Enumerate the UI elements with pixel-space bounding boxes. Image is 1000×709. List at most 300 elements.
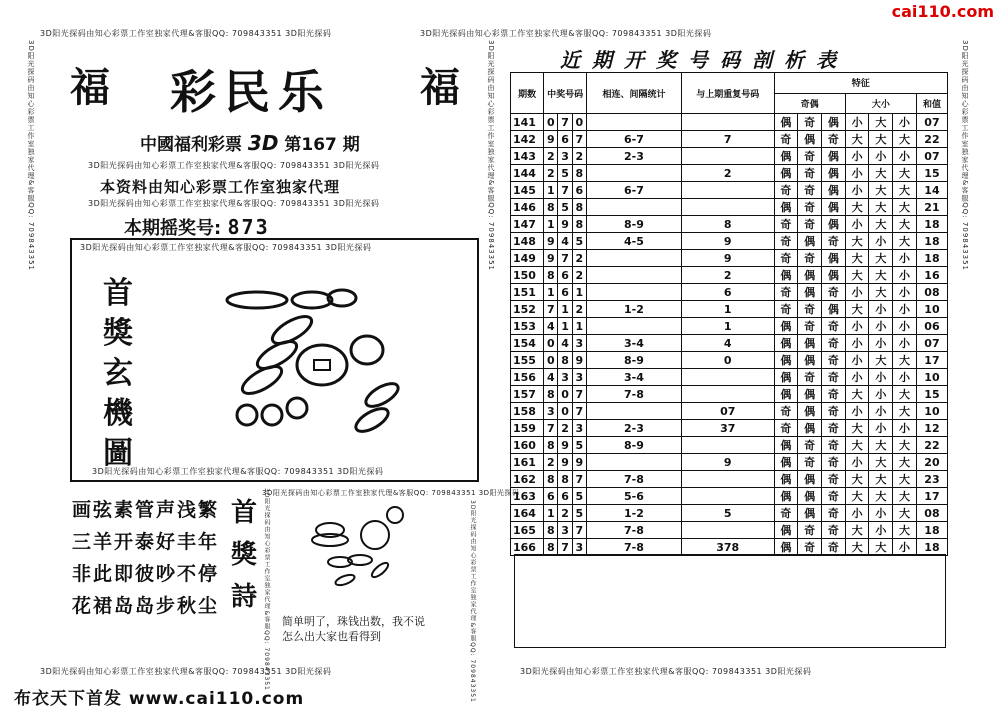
poem-title-char: 詩 bbox=[230, 582, 257, 612]
cell-odd-even: 奇 bbox=[774, 233, 798, 250]
cell-odd-even: 偶 bbox=[774, 318, 798, 335]
cell-sum: 10 bbox=[916, 403, 947, 420]
cell-digit: 9 bbox=[572, 352, 586, 369]
cell-odd-even: 奇 bbox=[774, 301, 798, 318]
poem-note bbox=[282, 614, 425, 644]
cell-digit: 8 bbox=[544, 386, 558, 403]
cell-big-small: 小 bbox=[869, 233, 893, 250]
cell-repeat: 8 bbox=[681, 216, 774, 233]
cell-big-small: 大 bbox=[869, 131, 893, 148]
cell-big-small: 大 bbox=[869, 216, 893, 233]
watermark-top-right: 3D阳光探码由知心彩票工作室独家代理&客服QQ: 709843351 3D阳光探码 bbox=[420, 29, 712, 38]
cell-digit: 3 bbox=[558, 522, 572, 539]
cell-sum: 22 bbox=[916, 131, 947, 148]
cell-digit: 7 bbox=[558, 539, 572, 556]
cell-gap: 6-7 bbox=[586, 182, 681, 199]
cell-period: 159 bbox=[511, 420, 544, 437]
cell-odd-even: 奇 bbox=[798, 182, 822, 199]
xuanji-drawing bbox=[222, 280, 422, 450]
cell-digit: 3 bbox=[558, 369, 572, 386]
cell-digit: 3 bbox=[572, 539, 586, 556]
cell-odd-even: 奇 bbox=[821, 131, 845, 148]
cell-odd-even: 奇 bbox=[774, 131, 798, 148]
cell-odd-even: 偶 bbox=[821, 267, 845, 284]
cell-odd-even: 偶 bbox=[821, 216, 845, 233]
cell-odd-even: 偶 bbox=[798, 233, 822, 250]
table-row bbox=[511, 488, 948, 505]
xuanji-title bbox=[98, 274, 138, 474]
cell-sum: 06 bbox=[916, 318, 947, 335]
xuanji-title-char: 機 bbox=[103, 396, 133, 431]
cell-odd-even: 奇 bbox=[821, 539, 845, 556]
cell-odd-even: 偶 bbox=[774, 488, 798, 505]
cell-digit: 8 bbox=[558, 471, 572, 488]
stats-table bbox=[510, 72, 948, 556]
cell-digit: 7 bbox=[572, 131, 586, 148]
cell-odd-even: 偶 bbox=[774, 114, 798, 131]
cell-big-small: 小 bbox=[845, 454, 869, 471]
cell-big-small: 大 bbox=[869, 165, 893, 182]
cell-period: 146 bbox=[511, 199, 544, 216]
cell-big-small: 小 bbox=[845, 505, 869, 522]
cell-period: 144 bbox=[511, 165, 544, 182]
cell-big-small: 小 bbox=[893, 420, 917, 437]
cell-odd-even: 奇 bbox=[821, 335, 845, 352]
cell-odd-even: 奇 bbox=[821, 284, 845, 301]
table-row bbox=[511, 318, 948, 335]
footer-text[interactable]: 布衣天下首发 www.cai110.com bbox=[14, 689, 305, 709]
cell-big-small: 大 bbox=[869, 114, 893, 131]
cell-odd-even: 奇 bbox=[821, 437, 845, 454]
cell-big-small: 大 bbox=[893, 216, 917, 233]
table-row bbox=[511, 420, 948, 437]
issue-prefix: 中國福利彩票 bbox=[140, 135, 242, 155]
cell-odd-even: 偶 bbox=[821, 199, 845, 216]
cell-odd-even: 偶 bbox=[774, 437, 798, 454]
watermark-box-top: 3D阳光探码由知心彩票工作室独家代理&客服QQ: 709843351 3D阳光探码 bbox=[80, 243, 372, 252]
cell-big-small: 小 bbox=[893, 369, 917, 386]
cell-odd-even: 奇 bbox=[798, 522, 822, 539]
cell-big-small: 大 bbox=[869, 284, 893, 301]
cell-big-small: 大 bbox=[845, 471, 869, 488]
cell-sum: 17 bbox=[916, 488, 947, 505]
cell-digit: 8 bbox=[572, 199, 586, 216]
cell-big-small: 小 bbox=[893, 114, 917, 131]
xuanji-title-char: 圖 bbox=[103, 436, 133, 471]
cell-sum: 08 bbox=[916, 505, 947, 522]
cell-digit: 3 bbox=[558, 148, 572, 165]
cell-odd-even: 偶 bbox=[821, 182, 845, 199]
cell-digit: 7 bbox=[558, 182, 572, 199]
cell-big-small: 大 bbox=[893, 182, 917, 199]
draw-line bbox=[124, 214, 270, 240]
cell-odd-even: 奇 bbox=[798, 216, 822, 233]
cell-odd-even: 偶 bbox=[774, 267, 798, 284]
cell-digit: 5 bbox=[572, 505, 586, 522]
cell-gap: 8-9 bbox=[586, 437, 681, 454]
cell-digit: 2 bbox=[572, 267, 586, 284]
cell-period: 156 bbox=[511, 369, 544, 386]
cell-odd-even: 偶 bbox=[821, 165, 845, 182]
cell-digit: 7 bbox=[572, 403, 586, 420]
cell-big-small: 大 bbox=[893, 505, 917, 522]
table-row bbox=[511, 148, 948, 165]
cell-big-small: 小 bbox=[845, 216, 869, 233]
cell-odd-even: 奇 bbox=[798, 539, 822, 556]
cell-odd-even: 奇 bbox=[798, 454, 822, 471]
cell-period: 166 bbox=[511, 539, 544, 556]
cell-big-small: 大 bbox=[893, 165, 917, 182]
cell-digit: 6 bbox=[558, 284, 572, 301]
cell-odd-even: 偶 bbox=[798, 267, 822, 284]
cell-sum: 08 bbox=[916, 284, 947, 301]
cell-odd-even: 偶 bbox=[821, 250, 845, 267]
table-title: 近期开奖号码剖析表 bbox=[560, 48, 848, 72]
cell-big-small: 大 bbox=[893, 437, 917, 454]
cell-sum: 23 bbox=[916, 471, 947, 488]
table-row bbox=[511, 131, 948, 148]
xuanji-title-char: 獎 bbox=[103, 316, 133, 351]
cell-repeat: 1 bbox=[681, 301, 774, 318]
poem-note-line: 怎么出大家也看得到 bbox=[282, 630, 381, 643]
cell-gap: 8-9 bbox=[586, 216, 681, 233]
cell-digit: 3 bbox=[572, 335, 586, 352]
cell-big-small: 大 bbox=[845, 301, 869, 318]
cell-big-small: 大 bbox=[869, 182, 893, 199]
cell-big-small: 大 bbox=[845, 539, 869, 556]
cell-big-small: 大 bbox=[893, 454, 917, 471]
cell-repeat bbox=[681, 386, 774, 403]
cell-repeat: 4 bbox=[681, 335, 774, 352]
cell-big-small: 小 bbox=[869, 420, 893, 437]
cell-sum: 22 bbox=[916, 437, 947, 454]
cell-gap: 7-8 bbox=[586, 539, 681, 556]
cell-odd-even: 偶 bbox=[774, 199, 798, 216]
cell-repeat bbox=[681, 182, 774, 199]
cell-digit: 3 bbox=[572, 369, 586, 386]
cell-sum: 18 bbox=[916, 233, 947, 250]
cell-gap: 5-6 bbox=[586, 488, 681, 505]
cell-digit: 2 bbox=[572, 148, 586, 165]
cell-digit: 5 bbox=[558, 165, 572, 182]
cell-big-small: 大 bbox=[845, 420, 869, 437]
cell-odd-even: 偶 bbox=[798, 386, 822, 403]
stats-table-body bbox=[511, 114, 948, 556]
cell-big-small: 大 bbox=[893, 403, 917, 420]
cell-sum: 07 bbox=[916, 114, 947, 131]
cell-period: 152 bbox=[511, 301, 544, 318]
poem-title-char: 首 bbox=[230, 498, 257, 528]
watermark-poem-vertical-right: 3D阳光探码由知心彩票工作室独家代理&客服QQ: 709843351 bbox=[469, 500, 476, 703]
cell-big-small: 小 bbox=[869, 301, 893, 318]
cell-digit: 1 bbox=[572, 318, 586, 335]
cell-big-small: 小 bbox=[845, 165, 869, 182]
cell-odd-even: 奇 bbox=[798, 369, 822, 386]
cell-odd-even: 奇 bbox=[798, 318, 822, 335]
cell-digit: 8 bbox=[558, 352, 572, 369]
cell-digit: 4 bbox=[544, 318, 558, 335]
cell-sum: 18 bbox=[916, 539, 947, 556]
cell-repeat: 1 bbox=[681, 318, 774, 335]
watermark-header-1: 3D阳光探码由知心彩票工作室独家代理&客服QQ: 709843351 3D阳光探码 bbox=[88, 161, 380, 170]
table-row bbox=[511, 539, 948, 556]
cell-gap bbox=[586, 267, 681, 284]
cell-big-small: 大 bbox=[893, 233, 917, 250]
cell-digit: 0 bbox=[558, 386, 572, 403]
table-row bbox=[511, 352, 948, 369]
table-row bbox=[511, 182, 948, 199]
cell-digit: 2 bbox=[558, 420, 572, 437]
cell-big-small: 大 bbox=[845, 250, 869, 267]
cell-big-small: 大 bbox=[869, 437, 893, 454]
cell-big-small: 小 bbox=[893, 539, 917, 556]
cell-sum: 16 bbox=[916, 267, 947, 284]
cell-odd-even: 奇 bbox=[798, 301, 822, 318]
cell-big-small: 大 bbox=[893, 131, 917, 148]
cell-big-small: 大 bbox=[845, 386, 869, 403]
cell-big-small: 大 bbox=[845, 233, 869, 250]
cell-big-small: 小 bbox=[845, 318, 869, 335]
cell-gap: 8-9 bbox=[586, 352, 681, 369]
cell-digit: 9 bbox=[558, 454, 572, 471]
cell-gap bbox=[586, 165, 681, 182]
cell-big-small: 大 bbox=[845, 488, 869, 505]
cell-period: 153 bbox=[511, 318, 544, 335]
agent-text: 本资料由知心彩票工作室独家代理 bbox=[100, 178, 341, 196]
watermark-center-vertical: 3D阳光探码由知心彩票工作室独家代理&客服QQ: 709843351 bbox=[487, 40, 495, 271]
cell-period: 162 bbox=[511, 471, 544, 488]
issue-game: 3D bbox=[247, 131, 279, 155]
cell-digit: 7 bbox=[572, 386, 586, 403]
cell-big-small: 小 bbox=[845, 182, 869, 199]
cell-odd-even: 奇 bbox=[774, 216, 798, 233]
cell-sum: 12 bbox=[916, 420, 947, 437]
cell-period: 154 bbox=[511, 335, 544, 352]
cell-repeat bbox=[681, 369, 774, 386]
cell-big-small: 小 bbox=[845, 148, 869, 165]
cell-period: 141 bbox=[511, 114, 544, 131]
cell-repeat bbox=[681, 522, 774, 539]
cell-big-small: 小 bbox=[845, 352, 869, 369]
header-big-small: 大小 bbox=[845, 93, 916, 114]
xuanji-title-char: 首 bbox=[103, 276, 133, 311]
cell-period: 150 bbox=[511, 267, 544, 284]
cell-big-small: 小 bbox=[893, 267, 917, 284]
cell-odd-even: 偶 bbox=[798, 335, 822, 352]
cell-digit: 8 bbox=[544, 199, 558, 216]
header-number: 中奖号码 bbox=[544, 73, 587, 114]
cell-gap bbox=[586, 114, 681, 131]
cell-digit: 1 bbox=[544, 284, 558, 301]
cell-gap: 1-2 bbox=[586, 301, 681, 318]
notes-box bbox=[514, 554, 946, 648]
cell-repeat: 2 bbox=[681, 165, 774, 182]
cell-big-small: 小 bbox=[893, 318, 917, 335]
issue-label: 第167 期 bbox=[284, 135, 360, 155]
cell-digit: 5 bbox=[572, 233, 586, 250]
cell-odd-even: 偶 bbox=[821, 148, 845, 165]
cell-digit: 6 bbox=[572, 182, 586, 199]
cell-odd-even: 偶 bbox=[798, 284, 822, 301]
cell-big-small: 大 bbox=[845, 131, 869, 148]
cell-period: 161 bbox=[511, 454, 544, 471]
cell-odd-even: 奇 bbox=[821, 454, 845, 471]
cell-gap: 7-8 bbox=[586, 522, 681, 539]
cell-big-small: 大 bbox=[893, 522, 917, 539]
cell-digit: 9 bbox=[572, 454, 586, 471]
cell-sum: 21 bbox=[916, 199, 947, 216]
cell-gap: 3-4 bbox=[586, 335, 681, 352]
header-repeat: 与上期重复号码 bbox=[681, 73, 774, 114]
cell-big-small: 大 bbox=[845, 437, 869, 454]
header-sum: 和值 bbox=[916, 93, 947, 114]
cell-repeat bbox=[681, 437, 774, 454]
cell-digit: 0 bbox=[572, 114, 586, 131]
cell-big-small: 大 bbox=[869, 352, 893, 369]
cell-big-small: 小 bbox=[869, 522, 893, 539]
cell-gap: 7-8 bbox=[586, 386, 681, 403]
cell-period: 165 bbox=[511, 522, 544, 539]
table-row bbox=[511, 216, 948, 233]
header-period: 期数 bbox=[511, 73, 544, 114]
cell-repeat: 9 bbox=[681, 250, 774, 267]
cell-odd-even: 偶 bbox=[774, 165, 798, 182]
cell-odd-even: 奇 bbox=[798, 165, 822, 182]
cell-digit: 2 bbox=[558, 505, 572, 522]
cell-big-small: 小 bbox=[869, 318, 893, 335]
table-row bbox=[511, 114, 948, 131]
cell-repeat: 0 bbox=[681, 352, 774, 369]
cell-digit: 1 bbox=[544, 505, 558, 522]
cell-odd-even: 奇 bbox=[774, 505, 798, 522]
cell-gap bbox=[586, 403, 681, 420]
cell-odd-even: 奇 bbox=[821, 233, 845, 250]
cell-odd-even: 偶 bbox=[798, 131, 822, 148]
cell-digit: 4 bbox=[558, 335, 572, 352]
cell-odd-even: 偶 bbox=[774, 522, 798, 539]
table-row bbox=[511, 369, 948, 386]
cell-big-small: 大 bbox=[869, 539, 893, 556]
fu-char-right: 福 bbox=[420, 64, 460, 111]
cell-big-small: 小 bbox=[869, 335, 893, 352]
cell-digit: 2 bbox=[572, 301, 586, 318]
cell-odd-even: 奇 bbox=[774, 250, 798, 267]
cell-repeat bbox=[681, 114, 774, 131]
cell-digit: 6 bbox=[558, 267, 572, 284]
cell-gap bbox=[586, 284, 681, 301]
cell-period: 164 bbox=[511, 505, 544, 522]
table-row bbox=[511, 454, 948, 471]
cell-sum: 07 bbox=[916, 335, 947, 352]
cell-gap: 3-4 bbox=[586, 369, 681, 386]
poem-lines bbox=[72, 494, 219, 622]
cell-repeat bbox=[681, 488, 774, 505]
cell-odd-even: 偶 bbox=[774, 539, 798, 556]
cell-digit: 7 bbox=[572, 522, 586, 539]
cell-odd-even: 奇 bbox=[821, 369, 845, 386]
header-feature: 特征 bbox=[774, 73, 947, 94]
cell-odd-even: 奇 bbox=[821, 488, 845, 505]
poem-note-line: 简单明了，珠钱出数，我不说 bbox=[282, 615, 425, 628]
cell-period: 145 bbox=[511, 182, 544, 199]
cell-big-small: 大 bbox=[869, 199, 893, 216]
cell-digit: 5 bbox=[572, 437, 586, 454]
cell-big-small: 大 bbox=[869, 454, 893, 471]
cell-digit: 6 bbox=[558, 488, 572, 505]
cell-sum: 15 bbox=[916, 386, 947, 403]
cell-big-small: 小 bbox=[845, 114, 869, 131]
cell-big-small: 大 bbox=[893, 488, 917, 505]
cell-odd-even: 偶 bbox=[798, 420, 822, 437]
cell-big-small: 大 bbox=[845, 267, 869, 284]
cell-digit: 7 bbox=[544, 301, 558, 318]
cell-repeat bbox=[681, 471, 774, 488]
cell-odd-even: 偶 bbox=[798, 352, 822, 369]
site-badge[interactable]: cai110.com bbox=[891, 2, 994, 21]
cell-odd-even: 奇 bbox=[821, 505, 845, 522]
cell-odd-even: 奇 bbox=[821, 522, 845, 539]
cell-repeat: 9 bbox=[681, 233, 774, 250]
cell-odd-even: 奇 bbox=[798, 199, 822, 216]
cell-digit: 1 bbox=[544, 182, 558, 199]
draw-label: 本期摇奖号: bbox=[124, 218, 222, 239]
cell-repeat: 5 bbox=[681, 505, 774, 522]
cell-big-small: 大 bbox=[893, 471, 917, 488]
cell-odd-even: 偶 bbox=[798, 488, 822, 505]
cell-big-small: 小 bbox=[893, 301, 917, 318]
cell-digit: 6 bbox=[544, 488, 558, 505]
cell-digit: 3 bbox=[544, 403, 558, 420]
cell-repeat bbox=[681, 199, 774, 216]
cell-big-small: 大 bbox=[893, 386, 917, 403]
cell-odd-even: 奇 bbox=[774, 284, 798, 301]
cell-big-small: 小 bbox=[893, 250, 917, 267]
cell-digit: 8 bbox=[544, 471, 558, 488]
cell-digit: 0 bbox=[544, 114, 558, 131]
cell-digit: 2 bbox=[544, 454, 558, 471]
cell-period: 151 bbox=[511, 284, 544, 301]
cell-digit: 0 bbox=[544, 335, 558, 352]
watermark-poem-top: 3D阳光探码由知心彩票工作室独家代理&客服QQ: 709843351 3D阳光探码 bbox=[262, 489, 520, 497]
cell-sum: 15 bbox=[916, 165, 947, 182]
cell-odd-even: 偶 bbox=[774, 369, 798, 386]
cell-period: 158 bbox=[511, 403, 544, 420]
cell-odd-even: 偶 bbox=[821, 114, 845, 131]
cell-odd-even: 偶 bbox=[774, 454, 798, 471]
cell-gap bbox=[586, 318, 681, 335]
cell-sum: 18 bbox=[916, 250, 947, 267]
issue-line bbox=[140, 130, 360, 155]
cell-digit: 5 bbox=[572, 488, 586, 505]
cell-odd-even: 偶 bbox=[798, 471, 822, 488]
cell-sum: 20 bbox=[916, 454, 947, 471]
draw-number: 873 bbox=[227, 215, 270, 239]
cell-gap: 7-8 bbox=[586, 471, 681, 488]
cell-big-small: 小 bbox=[893, 148, 917, 165]
cell-big-small: 小 bbox=[845, 369, 869, 386]
poem-line: 花裙岛岛步秋尘 bbox=[72, 595, 220, 617]
cell-sum: 18 bbox=[916, 216, 947, 233]
cell-odd-even: 奇 bbox=[821, 420, 845, 437]
cell-period: 142 bbox=[511, 131, 544, 148]
cell-odd-even: 偶 bbox=[774, 352, 798, 369]
header-odd-even: 奇偶 bbox=[774, 93, 845, 114]
cell-big-small: 小 bbox=[893, 335, 917, 352]
cell-period: 155 bbox=[511, 352, 544, 369]
poem-title bbox=[226, 492, 262, 618]
cell-sum: 10 bbox=[916, 301, 947, 318]
watermark-bottom-right: 3D阳光探码由知心彩票工作室独家代理&客服QQ: 709843351 3D阳光探码 bbox=[520, 667, 812, 676]
